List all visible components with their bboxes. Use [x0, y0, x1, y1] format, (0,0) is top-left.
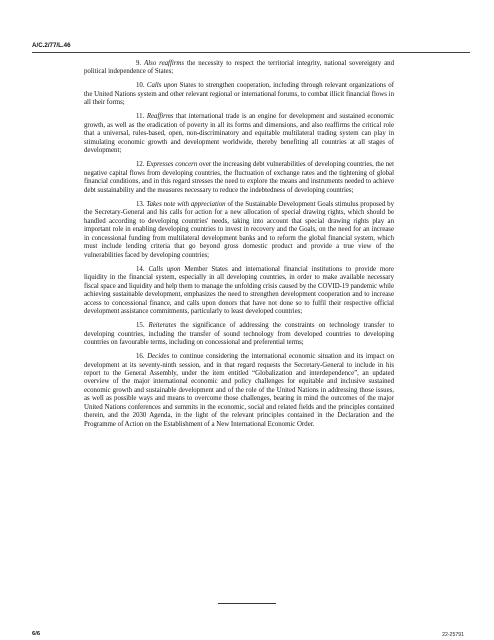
- paragraph-text: States to strengthen cooperation, including through relevant organizations of the United Nations system and other relevant regional or international forums, to combat illicit financial flows in all their forms;: [84, 82, 395, 107]
- paragraph-number: 16.: [136, 353, 145, 361]
- paragraph-12: [84, 161, 394, 195]
- paragraph-9: [84, 60, 394, 77]
- document-symbol: A/C.2/77/L.46: [32, 42, 71, 49]
- paragraph-11: [84, 113, 394, 155]
- paragraph-16: [84, 353, 394, 429]
- paragraph-number: 15.: [136, 322, 145, 330]
- paragraph-lead: Decides: [147, 353, 170, 361]
- paragraph-text: over the increasing debt vulnerabilities of developing countries, the net negative capital flows from developing countries, the fluctuation of exchange rates and the tightening of global financial conditions, and in this regard stresses the need to explore the means and instruments needed to achieve debt sustainability and the measures necessary to reduce the indebtedness of developing countries;: [84, 161, 394, 194]
- paragraph-text: Member States and international financial institutions to provide more liquidity in the financial system, especially in all developing countries, in order to make available necessary fiscal space and liquidity and help them to manage the unfolding crisis caused by the COVID-19 pandemic while achieving sustainable development, emphasizes the need to strengthen development cooperation and to increase access to concessional finance, and calls upon donors that have not done so to fulfil their respective official development assistance commitments, particularly to least developed countries;: [84, 265, 394, 316]
- paragraph-text: to continue considering the international economic situation and its impact on development at its seventy-ninth session, and in that regard requests the Secretary-General to include in his report to the General Assembly, under the item entitled “Globalization and interdependence”, an updated overview of the major international economic and policy challenges for equitable and inclusive sustained economic growth and sustainable development and of the role of the United Nations in addressing those issues, as well as possible ways and means to overcome those challenges, bearing in mind the outcomes of the major United Nations conferences and summits in the economic, social and related fields and the principles contained therein, and the 2030 Agenda, in the light of the relevant principles contained in the Declaration and the Programme of Action on the Establishment of a New International Economic Order.: [84, 353, 394, 428]
- paragraph-number: 9.: [136, 60, 142, 67]
- paragraph-number: 10.: [136, 82, 145, 90]
- end-of-document-rule: [218, 603, 276, 604]
- header-rule: [32, 52, 470, 53]
- paragraph-lead: Takes note with appreciation: [146, 200, 226, 208]
- paragraph-number: 11.: [136, 113, 145, 121]
- document-body: [84, 60, 394, 435]
- paragraph-text: the necessity to respect the territorial integrity, national sovereignty and political independence of States;: [84, 60, 394, 76]
- paragraph-lead: Calls upon: [146, 82, 178, 90]
- paragraph-number: 12.: [136, 161, 145, 169]
- paragraph-lead: Also reaffirms: [144, 60, 185, 67]
- document-code: 22-25791: [442, 632, 464, 638]
- paragraph-number: 14.: [136, 265, 145, 273]
- paragraph-10: [84, 82, 394, 107]
- paragraph-lead: Calls upon: [148, 265, 181, 273]
- paragraph-15: [84, 322, 394, 347]
- paragraph-14: [84, 266, 394, 317]
- paragraph-text: the significance of addressing the constraints on technology transfer to developing countries, including the transfer of sound technology from developed countries to developing countries on favourable terms, including on concessional and preferential terms;: [84, 322, 394, 347]
- paragraph-text: of the Sustainable Development Goals stimulus proposed by the Secretary-General and his calls for action for a new allocation of special drawing rights, which should be handled according to developing countries' needs, taking into account that special drawing rights play an important role in enabling developing countries to invest in recovery and the Goals, on the need for an increase in concessional funding from multilateral development banks and to reform the global financial system, which must include lending criteria that go beyond gross domestic product and provide a true view of the vulnerabilities faced by developing countries;: [84, 200, 394, 259]
- paragraph-number: 13.: [136, 200, 145, 208]
- paragraph-text: that international trade is an engine for development and sustained economic growth, as well as the eradication of poverty in all its forms and dimensions, and also reaffirms the critical role that a universal, rules-based, open, non-discriminatory and equitable multilateral trading system can play in stimulating economic growth and development worldwide, thereby benefiting all countries at all stages of development;: [84, 113, 394, 155]
- paragraph-lead: Reaffirms: [146, 113, 174, 121]
- page-number: 6/6: [32, 631, 41, 637]
- paragraph-13: [84, 201, 394, 260]
- paragraph-lead: Expresses concern: [146, 161, 198, 169]
- paragraph-lead: Reiterates: [148, 322, 177, 330]
